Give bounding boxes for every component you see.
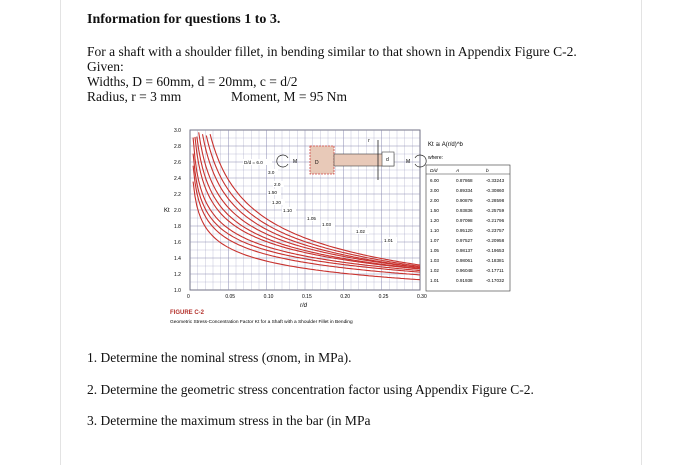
x-tick-label: 0.15 [302, 294, 312, 300]
table-cell: -0.28598 [486, 198, 505, 203]
table-cell: 0.90879 [456, 198, 473, 203]
problem-line-4a: Radius, r = 3 mm [87, 89, 182, 104]
table-cell: -0.19653 [486, 248, 505, 253]
curve-label: 1.01 [384, 238, 393, 243]
question-2: 2. Determine the geometric stress concentration factor using Appendix Figure C-2. [87, 382, 534, 397]
x-tick-label: 0.25 [378, 294, 389, 300]
table-cell: 0.97527 [456, 238, 473, 243]
table-cell: 0.87868 [456, 178, 473, 183]
curve-label: 1.03 [322, 222, 331, 227]
table-cell: -0.17711 [486, 268, 504, 273]
table-cell: 0.91938 [456, 278, 473, 283]
table-cell: 1.07 [430, 238, 439, 243]
y-tick-label: 2.6 [174, 160, 181, 166]
table-cell: 1.50 [430, 208, 439, 213]
table-cell: 0.97098 [456, 218, 473, 223]
question-1: 1. Determine the nominal stress (σnom, in MPa). [87, 350, 352, 365]
curve-label: 1.10 [283, 208, 292, 213]
table-cell: -0.20958 [486, 238, 505, 243]
label-d: d [386, 157, 389, 163]
label-r: r [368, 138, 370, 144]
shaft-section-large [310, 146, 334, 174]
curve-label: 1.20 [272, 200, 281, 205]
problem-line-1: For a shaft with a shoulder fillet, in bending similar to that shown in Appendix Figure C-2. [87, 44, 577, 59]
table-cell: 0.95120 [456, 228, 473, 233]
y-tick-label: 2.0 [174, 208, 181, 214]
y-tick-label: 3.0 [174, 128, 181, 134]
label-D: D [315, 160, 319, 166]
problem-line-3: Widths, D = 60mm, d = 20mm, c = d/2 [87, 74, 298, 89]
y-tick-label: 1.6 [174, 240, 181, 246]
table-cell: 1.20 [430, 218, 439, 223]
curve-label: 2.0 [274, 182, 281, 187]
curve-label: 1.02 [356, 229, 365, 234]
y-tick-label: 1.8 [174, 224, 181, 230]
figure-c2 [160, 120, 560, 335]
y-axis-label: Kt [164, 208, 170, 214]
table-cell: 0.89334 [456, 188, 473, 193]
table-cell: 1.01 [430, 278, 439, 283]
problem-line-4b: Moment, M = 95 Nm [231, 89, 347, 104]
where-label: where: [428, 155, 444, 161]
x-tick-label: 0 [187, 294, 190, 300]
y-ticks [174, 128, 181, 294]
table-cell: 3.00 [430, 188, 439, 193]
coefficient-panel [426, 142, 510, 291]
x-ticks [187, 294, 427, 300]
table-header: b [486, 169, 489, 174]
question-3: 3. Determine the maximum stress in the bar (in MPa [87, 413, 371, 428]
table-cell: 2.00 [430, 198, 439, 203]
label-M-left: M [293, 159, 298, 165]
table-cell: 1.02 [430, 268, 439, 273]
table-cell: -0.25759 [486, 208, 505, 213]
y-tick-label: 2.2 [174, 192, 181, 198]
curve-label: 3.0 [268, 170, 275, 175]
y-tick-label: 2.4 [174, 176, 181, 182]
table-header: D/d [430, 169, 438, 174]
x-tick-label: 0.05 [225, 294, 236, 300]
table-cell: 6.00 [430, 178, 439, 183]
formula: Kt ≅ A(r/d)^b [428, 142, 463, 148]
table-cell: -0.18381 [486, 258, 505, 263]
table-cell: -0.21796 [486, 218, 505, 223]
table-cell: 0.98061 [456, 258, 473, 263]
curve-label: D/d = 6.0 [244, 160, 263, 165]
y-tick-label: 2.8 [174, 144, 181, 150]
curve-label: 1.50 [268, 190, 277, 195]
table-cell: -0.30860 [486, 188, 505, 193]
x-tick-label: 0.20 [340, 294, 351, 300]
table-cell: 0.98137 [456, 248, 473, 253]
x-axis-label: r/d [300, 303, 308, 309]
y-tick-label: 1.2 [174, 272, 181, 278]
problem-line-2: Given: [87, 59, 124, 74]
heading: Information for questions 1 to 3. [87, 12, 281, 27]
table-cell: 0.93836 [456, 208, 473, 213]
figure-caption-label: FIGURE C-2 [170, 310, 205, 316]
figure-caption-text: Geometric Stress-Concentration Factor Kt for a Shaft with a Shoulder Fillet in Bending [170, 320, 353, 325]
table-cell: -0.33243 [486, 178, 505, 183]
table-cell: 1.10 [430, 228, 439, 233]
table-cell: 0.96048 [456, 268, 473, 273]
table-header: A [456, 169, 460, 174]
x-tick-label: 0.30 [417, 294, 427, 300]
y-tick-label: 1.4 [174, 256, 181, 262]
y-tick-label: 1.0 [174, 288, 181, 294]
table-cell: 1.03 [430, 258, 439, 263]
table-cell: -0.17032 [486, 278, 505, 283]
table-cell: -0.23757 [486, 228, 505, 233]
label-M-right: M [406, 159, 411, 165]
x-tick-label: 0.10 [263, 294, 274, 300]
table-cell: 1.05 [430, 248, 439, 253]
curve-label: 1.05 [307, 216, 316, 221]
